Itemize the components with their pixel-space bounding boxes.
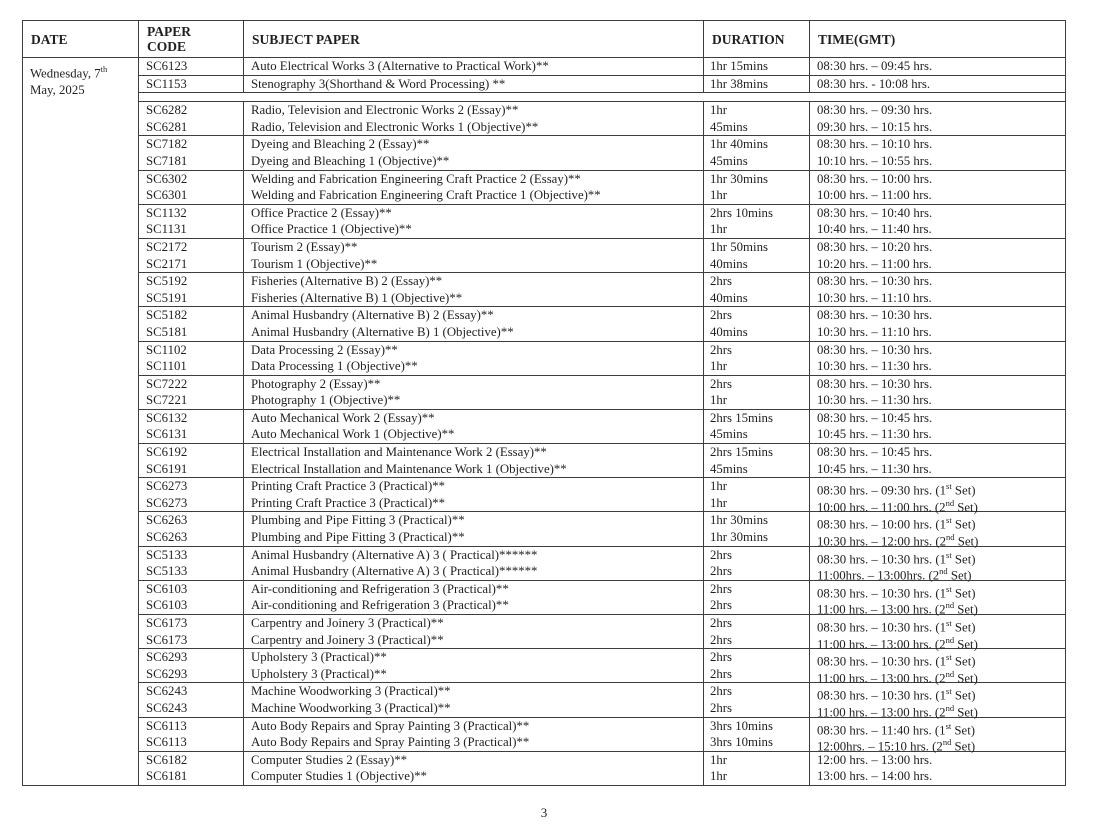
column-header-date xyxy=(23,21,139,57)
duration-cell: 2hrs xyxy=(704,666,810,687)
table-row xyxy=(139,273,1065,290)
table-row xyxy=(139,410,1065,427)
subject-paper-cell: Auto Electrical Works 3 (Alternative to Practical Work)** xyxy=(244,58,704,75)
paper-code-cell: SC6113 xyxy=(139,718,244,739)
paper-code-cell: SC6282 xyxy=(139,102,244,119)
paper-group xyxy=(139,171,1065,205)
time-cell: 11:00hrs. – 13:00hrs. (2nd Set) xyxy=(817,566,972,583)
table-row xyxy=(139,58,1065,75)
duration-cell: 2hrs xyxy=(704,615,810,636)
time-cell: 10:30 hrs. – 11:30 hrs. xyxy=(817,393,932,408)
paper-group xyxy=(139,76,1065,94)
time-cell: 08:30 hrs. – 10:30 hrs. xyxy=(817,308,933,323)
table-row xyxy=(139,495,1065,515)
paper-group xyxy=(139,136,1065,170)
subject-paper-cell: Animal Husbandry (Alternative B) 1 (Objective)** xyxy=(244,324,704,341)
duration-cell: 1hr 40mins xyxy=(704,136,810,153)
time-cell: 08:30 hrs. – 10:00 hrs. xyxy=(817,171,933,186)
subject-paper-cell: Computer Studies 2 (Essay)** xyxy=(244,752,704,769)
paper-code-cell: SC6123 xyxy=(139,58,244,75)
table-body xyxy=(23,58,1065,785)
time-cell: 10:10 hrs. – 10:55 hrs. xyxy=(817,153,933,168)
subject-paper-cell: Electrical Installation and Maintenance Work 1 (Objective)** xyxy=(244,461,704,478)
paper-code-cell: SC2172 xyxy=(139,239,244,256)
time-cell: 08:30 hrs. – 10:20 hrs. xyxy=(817,239,933,254)
table-row xyxy=(139,734,1065,754)
paper-code-cell: SC6182 xyxy=(139,752,244,769)
subject-paper-cell: Data Processing 1 (Objective)** xyxy=(244,358,704,375)
duration-cell: 1hr 38mins xyxy=(704,76,810,93)
time-cell: 08:30 hrs. – 10:30 hrs. xyxy=(817,342,933,357)
paper-code-cell: SC6191 xyxy=(139,461,244,478)
time-cell: 10:45 hrs. – 11:30 hrs. xyxy=(817,427,932,442)
paper-code-cell: SC6103 xyxy=(139,597,244,618)
subject-paper-cell: Printing Craft Practice 3 (Practical)** xyxy=(244,478,704,499)
duration-cell: 1hr 30mins xyxy=(704,529,810,550)
subject-paper-cell: Radio, Television and Electronic Works 2 (Essay)** xyxy=(244,102,704,119)
group-spacer xyxy=(139,93,1065,102)
paper-group xyxy=(139,273,1065,307)
duration-cell: 1hr 30mins xyxy=(704,171,810,188)
duration-cell: 1hr xyxy=(704,221,810,238)
subject-paper-cell: Auto Mechanical Work 2 (Essay)** xyxy=(244,410,704,427)
paper-code-cell: SC7182 xyxy=(139,136,244,153)
duration-cell: 40mins xyxy=(704,324,810,341)
time-cell: 10:45 hrs. – 11:30 hrs. xyxy=(817,461,932,476)
table-row xyxy=(139,187,1065,204)
time-cell: 08:30 hrs. – 10:30 hrs. xyxy=(817,376,933,391)
time-cell: 10:30 hrs. – 11:10 hrs. xyxy=(817,290,932,305)
subject-paper-cell: Welding and Fabrication Engineering Craft Practice 1 (Objective)** xyxy=(244,187,704,204)
subject-paper-cell: Office Practice 1 (Objective)** xyxy=(244,221,704,238)
duration-cell: 1hr 15mins xyxy=(704,58,810,75)
time-cell: 08:30 hrs. – 10:00 hrs. (1st Set) xyxy=(817,515,976,532)
paper-code-cell: SC6131 xyxy=(139,426,244,443)
table-row xyxy=(139,342,1065,359)
duration-cell: 1hr 50mins xyxy=(704,239,810,256)
duration-cell: 1hr xyxy=(704,478,810,499)
time-cell: 08:30 hrs. – 10:10 hrs. xyxy=(817,137,933,152)
paper-group xyxy=(139,512,1065,549)
column-header-duration xyxy=(704,21,810,57)
paper-code-cell: SC6293 xyxy=(139,649,244,670)
subject-paper-cell: Air-conditioning and Refrigeration 3 (Practical)** xyxy=(244,597,704,618)
table-row xyxy=(139,683,1065,703)
subject-paper-cell: Machine Woodworking 3 (Practical)** xyxy=(244,700,704,721)
paper-code-cell: SC1101 xyxy=(139,358,244,375)
paper-group xyxy=(139,581,1065,615)
exam-timetable-table xyxy=(22,20,1066,786)
paper-group xyxy=(139,205,1065,239)
time-cell: 10:00 hrs. – 11:00 hrs. xyxy=(817,188,932,203)
subject-paper-cell: Upholstery 3 (Practical)** xyxy=(244,649,704,670)
time-cell: 08:30 hrs. – 10:30 hrs. (1st Set) xyxy=(817,618,976,635)
time-cell: 08:30 hrs. – 11:40 hrs. (1st Set) xyxy=(817,720,976,737)
paper-group xyxy=(139,102,1065,136)
paper-code-cell: SC5133 xyxy=(139,563,244,584)
table-row xyxy=(139,597,1065,617)
paper-code-cell: SC1102 xyxy=(139,342,244,359)
subject-paper-cell: Auto Body Repairs and Spray Painting 3 (Practical)** xyxy=(244,718,704,739)
table-row xyxy=(139,666,1065,686)
duration-cell: 2hrs xyxy=(704,632,810,653)
subject-paper-cell: Carpentry and Joinery 3 (Practical)** xyxy=(244,632,704,653)
subject-paper-cell: Dyeing and Bleaching 2 (Essay)** xyxy=(244,136,704,153)
date-ordinal-suffix: th xyxy=(100,64,108,74)
subject-paper-cell: Plumbing and Pipe Fitting 3 (Practical)** xyxy=(244,512,704,533)
column-header-paper-code-line2: CODE xyxy=(147,39,187,54)
date-line-1: Wednesday, 7th xyxy=(30,64,108,81)
subject-paper-cell: Upholstery 3 (Practical)** xyxy=(244,666,704,687)
paper-group xyxy=(139,649,1065,686)
paper-code-cell: SC5133 xyxy=(139,547,244,568)
column-header-paper-code-line1: PAPER xyxy=(147,24,191,39)
paper-code-cell: SC1131 xyxy=(139,221,244,238)
duration-cell: 2hrs xyxy=(704,649,810,670)
paper-code-cell: SC6113 xyxy=(139,734,244,755)
time-cell: 08:30 hrs. – 10:30 hrs. (1st Set) xyxy=(817,652,976,669)
time-cell: 10:20 hrs. – 11:00 hrs. xyxy=(817,256,932,271)
duration-cell: 2hrs xyxy=(704,597,810,618)
table-row xyxy=(139,376,1065,393)
time-cell: 10:30 hrs. – 12:00 hrs. (2nd Set) xyxy=(817,532,979,549)
duration-cell: 1hr xyxy=(704,752,810,769)
duration-cell: 45mins xyxy=(704,461,810,478)
table-row xyxy=(139,205,1065,222)
duration-cell: 2hrs xyxy=(704,273,810,290)
paper-group xyxy=(139,376,1065,410)
paper-code-cell: SC6192 xyxy=(139,444,244,461)
paper-code-cell: SC5182 xyxy=(139,307,244,324)
table-row xyxy=(139,239,1065,256)
table-row xyxy=(139,392,1065,409)
duration-cell: 1hr xyxy=(704,768,810,785)
paper-code-cell: SC6132 xyxy=(139,410,244,427)
column-header-date-label: DATE xyxy=(31,31,68,47)
table-row xyxy=(139,444,1065,461)
date-cell xyxy=(23,58,139,785)
duration-cell: 1hr xyxy=(704,358,810,375)
duration-cell: 2hrs xyxy=(704,376,810,393)
time-cell: 08:30 hrs. – 10:30 hrs. (1st Set) xyxy=(817,549,976,566)
duration-cell: 40mins xyxy=(704,256,810,273)
table-row xyxy=(139,153,1065,170)
duration-cell: 2hrs xyxy=(704,547,810,568)
duration-cell: 3hrs 10mins xyxy=(704,734,810,755)
paper-code-cell: SC1132 xyxy=(139,205,244,222)
duration-cell: 2hrs 15mins xyxy=(704,444,810,461)
time-cell: 08:30 hrs. – 10:30 hrs. (1st Set) xyxy=(817,583,976,601)
table-row xyxy=(139,461,1065,478)
duration-cell: 2hrs 15mins xyxy=(704,410,810,427)
time-cell: 12:00hrs. – 15:10 hrs. (2nd Set) xyxy=(817,737,976,754)
duration-cell: 2hrs xyxy=(704,700,810,721)
time-cell: 08:30 hrs. – 09:30 hrs. (1st Set) xyxy=(817,481,976,498)
duration-cell: 2hrs xyxy=(704,683,810,704)
subject-paper-cell: Animal Husbandry (Alternative B) 2 (Essay)** xyxy=(244,307,704,324)
subject-paper-cell: Animal Husbandry (Alternative A) 3 ( Practical)****** xyxy=(244,563,704,584)
subject-paper-cell: Machine Woodworking 3 (Practical)** xyxy=(244,683,704,704)
time-cell: 11:00 hrs. – 13:00 hrs. (2nd Set) xyxy=(817,600,978,617)
time-cell: 10:30 hrs. – 11:10 hrs. xyxy=(817,324,932,339)
paper-code-cell: SC5191 xyxy=(139,290,244,307)
time-cell: 09:30 hrs. – 10:15 hrs. xyxy=(817,119,933,134)
subject-paper-cell: Tourism 2 (Essay)** xyxy=(244,239,704,256)
table-row xyxy=(139,426,1065,443)
subject-paper-cell: Office Practice 2 (Essay)** xyxy=(244,205,704,222)
time-cell: 13:00 hrs. – 14:00 hrs. xyxy=(817,769,933,784)
paper-code-cell: SC7181 xyxy=(139,153,244,170)
paper-code-cell: SC6302 xyxy=(139,171,244,188)
paper-code-cell: SC6301 xyxy=(139,187,244,204)
table-row xyxy=(139,512,1065,532)
paper-code-cell: SC6263 xyxy=(139,529,244,550)
table-row xyxy=(139,307,1065,324)
duration-cell: 2hrs xyxy=(704,307,810,324)
subject-paper-cell: Data Processing 2 (Essay)** xyxy=(244,342,704,359)
page-number: 3 xyxy=(540,805,548,820)
duration-cell: 1hr xyxy=(704,187,810,204)
table-row xyxy=(139,256,1065,273)
column-header-duration-label: DURATION xyxy=(712,31,785,47)
paper-code-cell: SC5181 xyxy=(139,324,244,341)
table-row xyxy=(139,221,1065,238)
time-cell: 08:30 hrs. – 10:30 hrs. xyxy=(817,274,933,289)
duration-cell: 45mins xyxy=(704,426,810,443)
paper-code-cell: SC1153 xyxy=(139,76,244,93)
time-cell: 10:00 hrs. – 11:00 hrs. (2nd Set) xyxy=(817,497,978,515)
column-header-paper-code xyxy=(139,21,244,57)
subject-paper-cell: Auto Body Repairs and Spray Painting 3 (Practical)** xyxy=(244,734,704,755)
subject-paper-cell: Photography 1 (Objective)** xyxy=(244,392,704,409)
paper-code-cell: SC6173 xyxy=(139,615,244,636)
duration-cell: 3hrs 10mins xyxy=(704,718,810,739)
paper-group xyxy=(139,615,1065,649)
paper-code-cell: SC6281 xyxy=(139,119,244,136)
time-cell: 11:00 hrs. – 13:00 hrs. (2nd Set) xyxy=(817,668,978,686)
subject-paper-cell: Fisheries (Alternative B) 1 (Objective)** xyxy=(244,290,704,307)
column-header-subject-label: SUBJECT PAPER xyxy=(252,31,360,47)
paper-code-cell: SC6273 xyxy=(139,495,244,516)
table-row xyxy=(139,102,1065,119)
table-row xyxy=(139,632,1065,649)
table-row xyxy=(139,563,1065,583)
subject-paper-cell: Radio, Television and Electronic Works 1 (Objective)** xyxy=(244,119,704,136)
subject-paper-cell: Fisheries (Alternative B) 2 (Essay)** xyxy=(244,273,704,290)
paper-code-cell: SC6243 xyxy=(139,700,244,721)
duration-cell: 2hrs xyxy=(704,581,810,602)
paper-code-cell: SC6103 xyxy=(139,581,244,602)
duration-cell: 2hrs 10mins xyxy=(704,205,810,222)
table-row xyxy=(139,529,1065,549)
paper-group xyxy=(139,547,1065,581)
table-row xyxy=(139,752,1065,769)
paper-group xyxy=(139,307,1065,341)
time-cell: 11:00 hrs. – 13:00 hrs. (2nd Set) xyxy=(817,702,978,720)
duration-cell: 1hr 30mins xyxy=(704,512,810,533)
table-row xyxy=(139,290,1065,307)
paper-group xyxy=(139,58,1065,76)
time-cell: 08:30 hrs. – 10:45 hrs. xyxy=(817,445,933,460)
time-cell: 08:30 hrs. – 09:45 hrs. xyxy=(817,59,933,73)
subject-paper-cell: Air-conditioning and Refrigeration 3 (Practical)** xyxy=(244,581,704,602)
table-row xyxy=(139,649,1065,669)
duration-cell: 2hrs xyxy=(704,563,810,584)
paper-code-cell: SC6293 xyxy=(139,666,244,687)
subject-paper-cell: Printing Craft Practice 3 (Practical)** xyxy=(244,495,704,516)
subject-paper-cell: Stenography 3(Shorthand & Word Processing) ** xyxy=(244,76,704,93)
table-row xyxy=(139,136,1065,153)
paper-code-cell: SC7222 xyxy=(139,376,244,393)
paper-group xyxy=(139,752,1065,785)
duration-cell: 2hrs xyxy=(704,342,810,359)
paper-group xyxy=(139,718,1065,752)
time-cell: 10:30 hrs. – 11:30 hrs. xyxy=(817,359,932,374)
paper-code-cell: SC2171 xyxy=(139,256,244,273)
table-body-groups xyxy=(139,58,1065,785)
table-row xyxy=(139,718,1065,735)
table-row xyxy=(139,547,1065,564)
time-cell: 08:30 hrs. – 10:45 hrs. xyxy=(817,410,933,425)
paper-group xyxy=(139,239,1065,273)
subject-paper-cell: Tourism 1 (Objective)** xyxy=(244,256,704,273)
table-row xyxy=(139,324,1065,341)
time-cell: 08:30 hrs. – 09:30 hrs. xyxy=(817,103,933,118)
column-header-time-gmt xyxy=(810,21,1065,57)
duration-cell: 1hr xyxy=(704,392,810,409)
paper-code-cell: SC6243 xyxy=(139,683,244,704)
table-row xyxy=(139,358,1065,375)
duration-cell: 45mins xyxy=(704,153,810,170)
duration-cell: 1hr xyxy=(704,102,810,119)
duration-cell: 40mins xyxy=(704,290,810,307)
paper-code-cell: SC6263 xyxy=(139,512,244,533)
subject-paper-cell: Auto Mechanical Work 1 (Objective)** xyxy=(244,426,704,443)
table-row xyxy=(139,581,1065,601)
table-row xyxy=(139,171,1065,188)
subject-paper-cell: Computer Studies 1 (Objective)** xyxy=(244,768,704,785)
subject-paper-cell: Animal Husbandry (Alternative A) 3 ( Practical)****** xyxy=(244,547,704,568)
paper-group xyxy=(139,683,1065,720)
table-row xyxy=(139,76,1065,93)
table-row xyxy=(139,478,1065,498)
subject-paper-cell: Photography 2 (Essay)** xyxy=(244,376,704,393)
subject-paper-cell: Plumbing and Pipe Fitting 3 (Practical)** xyxy=(244,529,704,550)
table-row xyxy=(139,615,1065,635)
subject-paper-cell: Dyeing and Bleaching 1 (Objective)** xyxy=(244,153,704,170)
subject-paper-cell: Welding and Fabrication Engineering Craft Practice 2 (Essay)** xyxy=(244,171,704,188)
duration-cell: 45mins xyxy=(704,119,810,136)
time-cell: 12:00 hrs. – 13:00 hrs. xyxy=(817,752,933,767)
duration-cell: 1hr xyxy=(704,495,810,516)
paper-code-cell: SC6173 xyxy=(139,632,244,653)
table-row xyxy=(139,119,1065,136)
table-row xyxy=(139,768,1065,785)
date-line-2: May, 2025 xyxy=(30,83,85,98)
paper-group xyxy=(139,444,1065,478)
time-cell: 08:30 hrs. – 10:40 hrs. xyxy=(817,205,933,220)
time-cell: 08:30 hrs. - 10:08 hrs. xyxy=(817,76,931,91)
paper-group xyxy=(139,410,1065,444)
subject-paper-cell: Electrical Installation and Maintenance Work 2 (Essay)** xyxy=(244,444,704,461)
paper-code-cell: SC7221 xyxy=(139,392,244,409)
subject-paper-cell: Carpentry and Joinery 3 (Practical)** xyxy=(244,615,704,636)
paper-group xyxy=(139,478,1065,515)
paper-code-cell: SC5192 xyxy=(139,273,244,290)
table-row xyxy=(139,700,1065,720)
paper-group xyxy=(139,342,1065,376)
time-cell: 11:00 hrs. – 13:00 hrs. (2nd Set) xyxy=(817,634,978,651)
column-header-subject-paper xyxy=(244,21,704,57)
paper-code-cell: SC6181 xyxy=(139,768,244,785)
column-header-time-label: TIME(GMT) xyxy=(818,31,896,47)
paper-code-cell: SC6273 xyxy=(139,478,244,499)
time-cell: 08:30 hrs. – 10:30 hrs. (1st Set) xyxy=(817,686,976,703)
table-header-row xyxy=(23,21,1065,58)
time-cell: 10:40 hrs. – 11:40 hrs. xyxy=(817,222,932,237)
